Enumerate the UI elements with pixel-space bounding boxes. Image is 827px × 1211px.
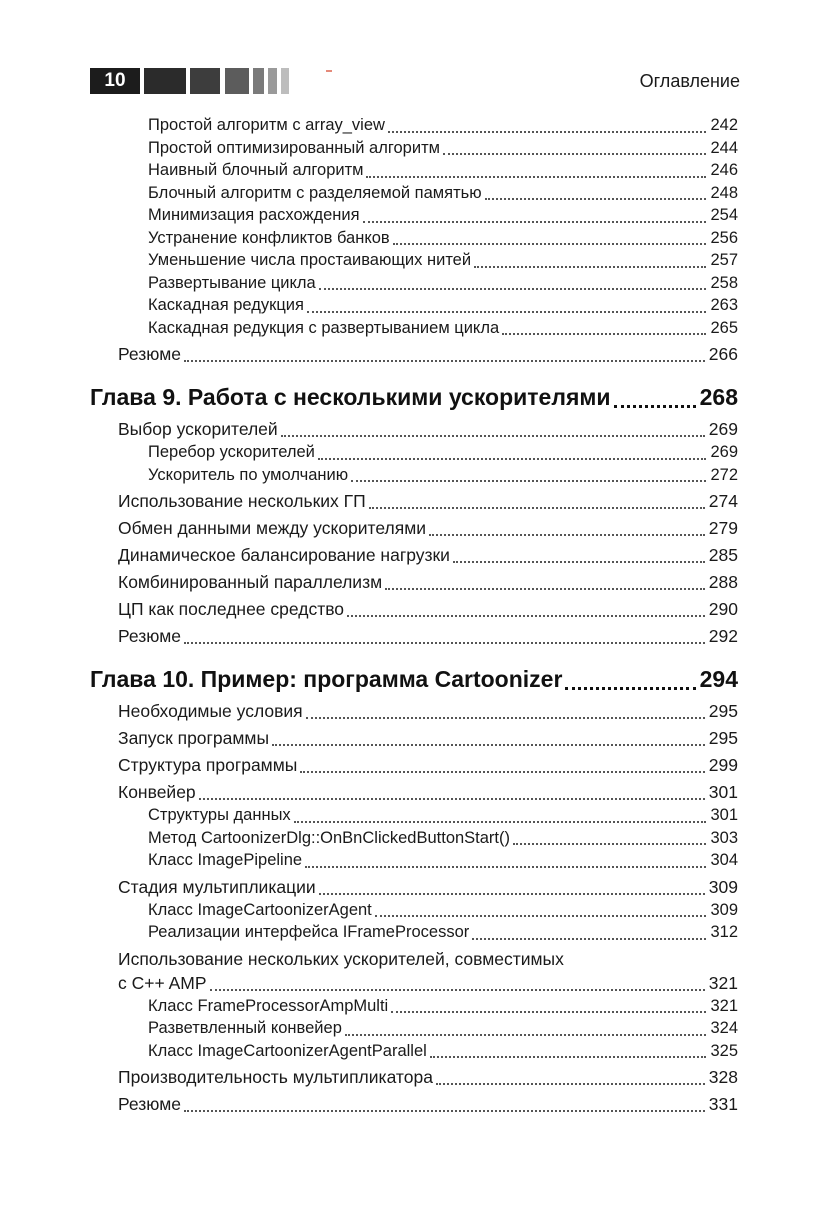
- toc-entry[interactable]: Резюме 266: [118, 344, 738, 364]
- toc-entry[interactable]: Комбинированный параллелизм 288: [118, 572, 738, 592]
- chapter-heading[interactable]: Глава 10. Пример: программа Cartoonizer 294: [90, 666, 738, 692]
- toc-entry[interactable]: Конвейер 301: [118, 782, 738, 802]
- toc-entry[interactable]: Структура программы 299: [118, 755, 738, 775]
- toc-entry[interactable]: Необходимые условия 295: [118, 701, 738, 721]
- toc-entry[interactable]: ЦП как последнее средство 290: [118, 599, 738, 619]
- header-decor-block: [281, 68, 289, 94]
- toc-entry[interactable]: Стадия мультипликации 309: [118, 876, 738, 897]
- toc-entry[interactable]: Минимизация расхождения 254: [148, 206, 738, 224]
- page-number: 10: [90, 68, 140, 94]
- header-decor-block: [253, 68, 264, 94]
- toc-entry[interactable]: Перебор ускорителей 269: [148, 443, 738, 461]
- toc-entry[interactable]: Ускоритель по умолчанию 272: [148, 465, 738, 484]
- toc-entry[interactable]: Развертывание цикла 258: [148, 273, 738, 292]
- running-header: [90, 68, 740, 94]
- toc-entry[interactable]: Обмен данными между ускорителями 279: [118, 518, 738, 538]
- toc-entry[interactable]: Класс FrameProcessorAmpMulti 321: [148, 996, 738, 1015]
- toc-entry[interactable]: Наивный блочный алгоритм 246: [148, 161, 738, 179]
- toc-entry[interactable]: Метод CartoonizerDlg::OnBnClickedButtonStart() 303: [148, 828, 738, 847]
- toc-entry[interactable]: Реализации интерфейса IFrameProcessor 312: [148, 923, 738, 941]
- table-of-contents: [90, 114, 738, 1116]
- toc-entry[interactable]: Производительность мультипликатора 328: [118, 1067, 738, 1087]
- chapter-heading[interactable]: Глава 9. Работа с несколькими ускорителями 268: [90, 384, 738, 410]
- toc-entry[interactable]: Запуск программы 295: [118, 728, 738, 748]
- toc-entry[interactable]: Каскадная редукция 263: [148, 296, 738, 314]
- toc-entry[interactable]: Структуры данных 301: [148, 806, 738, 824]
- toc-entry[interactable]: Резюме 331: [118, 1094, 738, 1114]
- toc-entry[interactable]: Простой оптимизированный алгоритм 244: [148, 138, 738, 157]
- toc-entry[interactable]: Использование нескольких ГП 274: [118, 491, 738, 511]
- toc-entry[interactable]: Резюме 292: [118, 626, 738, 646]
- running-title: Оглавление: [639, 71, 740, 91]
- toc-entry[interactable]: Уменьшение числа простаивающих нитей 257: [148, 251, 738, 269]
- header-decor-mark: [326, 70, 332, 72]
- toc-entry[interactable]: Класс ImageCartoonizerAgentParallel 325: [148, 1041, 738, 1060]
- header-decor-block: [190, 68, 220, 94]
- toc-entry[interactable]: Класс ImageCartoonizerAgent 309: [148, 900, 738, 919]
- toc-entry[interactable]: Динамическое балансирование нагрузки 285: [118, 545, 738, 565]
- toc-entry[interactable]: Класс ImagePipeline 304: [148, 851, 738, 869]
- header-decor-block: [225, 68, 249, 94]
- toc-entry[interactable]: Разветвленный конвейер 324: [148, 1019, 738, 1037]
- toc-entry[interactable]: Блочный алгоритм с разделяемой памятью 248: [148, 183, 738, 202]
- toc-entry[interactable]: Выбор ускорителей 269: [118, 419, 738, 439]
- toc-entry[interactable]: Каскадная редукция с развертыванием цикла 265: [148, 318, 738, 337]
- toc-entry-first-line[interactable]: Использование нескольких ускорителей, совместимых: [118, 948, 564, 969]
- header-decor-block: [144, 68, 186, 94]
- header-decor-block: [268, 68, 277, 94]
- toc-entry[interactable]: Устранение конфликтов банков 256: [148, 228, 738, 247]
- toc-entry[interactable]: Простой алгоритм с array_view 242: [148, 116, 738, 134]
- toc-entry[interactable]: с C++ AMP 321: [118, 972, 738, 993]
